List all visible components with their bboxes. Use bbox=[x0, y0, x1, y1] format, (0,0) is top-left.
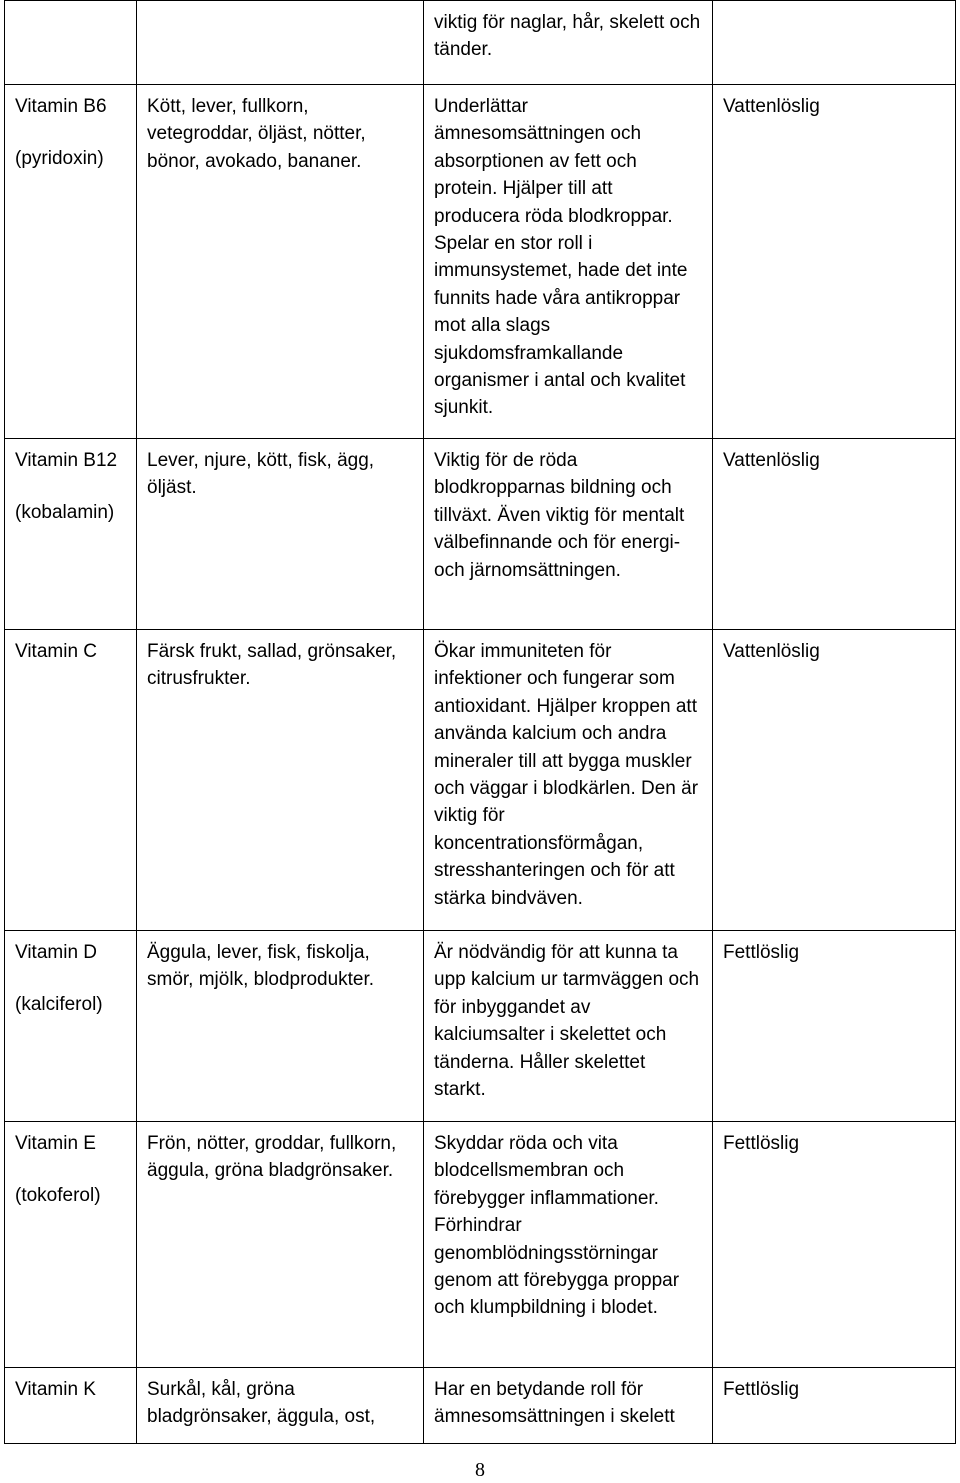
vitamin-name-cell bbox=[5, 1368, 137, 1444]
function-cell bbox=[424, 1368, 713, 1444]
vitamin-chemical-name: (tokoferol) bbox=[15, 1185, 101, 1207]
vitamin-chemical-name: (kalciferol) bbox=[15, 994, 103, 1016]
sources-text: Färsk frukt, sallad, grönsaker, citrusfrukter. bbox=[147, 641, 397, 690]
solubility-text: Fettlöslig bbox=[723, 942, 800, 963]
solubility-cell bbox=[713, 1122, 956, 1368]
function-text: Viktig för de röda blodkropparnas bildning och tillväxt. Även viktig för mentalt välbefinnande och för energi- och järnomsättningen. bbox=[434, 450, 685, 581]
function-text: Skyddar röda och vita blodcellsmembran och förebygger inflammationer. Förhindrar genomblödningsstörningar genom att förebygga proppar och klumpbildning i blodet. bbox=[434, 1133, 680, 1319]
function-text: viktig för naglar, hår, skelett och tänder. bbox=[434, 12, 701, 61]
function-cell bbox=[424, 630, 713, 931]
function-cell bbox=[424, 931, 713, 1122]
function-cell bbox=[424, 1, 713, 85]
function-text: Är nödvändig för att kunna ta upp kalcium ur tarmväggen och för inbyggandet av kalciumsalter i skelettet och tänderna. Håller skelettet starkt. bbox=[434, 942, 700, 1101]
vitamin-name: Vitamin C bbox=[15, 641, 98, 662]
function-cell bbox=[424, 439, 713, 630]
sources-text: Äggula, lever, fisk, fiskolja, smör, mjölk, blodprodukter. bbox=[147, 942, 375, 991]
table-row bbox=[5, 1368, 956, 1444]
table-row bbox=[5, 439, 956, 630]
vitamin-name-cell bbox=[5, 1, 137, 85]
sources-cell bbox=[137, 85, 424, 439]
sources-cell bbox=[137, 1122, 424, 1368]
table-row bbox=[5, 1122, 956, 1368]
vitamin-name: Vitamin D bbox=[15, 942, 98, 963]
vitamin-name: Vitamin E bbox=[15, 1133, 96, 1154]
vitamin-chemical-name: (kobalamin) bbox=[15, 502, 115, 524]
sources-text: Surkål, kål, gröna bladgrönsaker, äggula, ost, bbox=[147, 1379, 376, 1428]
sources-cell bbox=[137, 1368, 424, 1444]
vitamin-table bbox=[4, 0, 956, 1444]
table-row bbox=[5, 1, 956, 85]
table-row bbox=[5, 931, 956, 1122]
function-cell bbox=[424, 85, 713, 439]
function-text: Underlättar ämnesomsättningen och absorptionen av fett och protein. Hjälper till att producera röda blodkroppar. Spelar en stor roll i immunsystemet, hade det inte funnits hade våra antikroppar mot alla slags sjukdomsframkallande organismer i antal och kvalitet sjunkit. bbox=[434, 96, 688, 419]
function-text: Ökar immuniteten för infektioner och fungerar som antioxidant. Hjälper kroppen att använda kalcium och andra mineraler till att bygga muskler och väggar i blodkärlen. Den är viktig för koncentrationsförmågan, stresshanteringen och för att stärka bindväven. bbox=[434, 641, 699, 909]
solubility-cell bbox=[713, 85, 956, 439]
solubility-text: Vattenlöslig bbox=[723, 450, 820, 471]
solubility-cell bbox=[713, 931, 956, 1122]
sources-text: Lever, njure, kött, fisk, ägg, öljäst. bbox=[147, 450, 375, 499]
solubility-text: Vattenlöslig bbox=[723, 641, 820, 662]
solubility-cell bbox=[713, 1368, 956, 1444]
vitamin-name: Vitamin K bbox=[15, 1379, 96, 1400]
vitamin-name-cell bbox=[5, 1122, 137, 1368]
sources-text: Frön, nötter, groddar, fullkorn, äggula, gröna bladgrönsaker. bbox=[147, 1133, 397, 1182]
vitamin-name-cell bbox=[5, 931, 137, 1122]
vitamin-name-cell bbox=[5, 439, 137, 630]
sources-cell bbox=[137, 1, 424, 85]
table-row bbox=[5, 630, 956, 931]
sources-text: Kött, lever, fullkorn, vetegroddar, öljäst, nötter, bönor, avokado, bananer. bbox=[147, 96, 366, 172]
sources-cell bbox=[137, 931, 424, 1122]
function-cell bbox=[424, 1122, 713, 1368]
sources-cell bbox=[137, 439, 424, 630]
vitamin-name-cell bbox=[5, 85, 137, 439]
solubility-cell bbox=[713, 1, 956, 85]
function-text: Har en betydande roll för ämnesomsättningen i skelett bbox=[434, 1379, 675, 1428]
vitamin-name: Vitamin B12 bbox=[15, 450, 118, 471]
solubility-cell bbox=[713, 439, 956, 630]
vitamin-name-cell bbox=[5, 630, 137, 931]
solubility-text: Fettlöslig bbox=[723, 1379, 800, 1400]
solubility-text: Fettlöslig bbox=[723, 1133, 800, 1154]
vitamin-name: Vitamin B6 bbox=[15, 96, 107, 117]
solubility-cell bbox=[713, 630, 956, 931]
sources-cell bbox=[137, 630, 424, 931]
table-row bbox=[5, 85, 956, 439]
solubility-text: Vattenlöslig bbox=[723, 96, 820, 117]
vitamin-chemical-name: (pyridoxin) bbox=[15, 148, 104, 170]
page-number: 8 bbox=[475, 1459, 485, 1481]
